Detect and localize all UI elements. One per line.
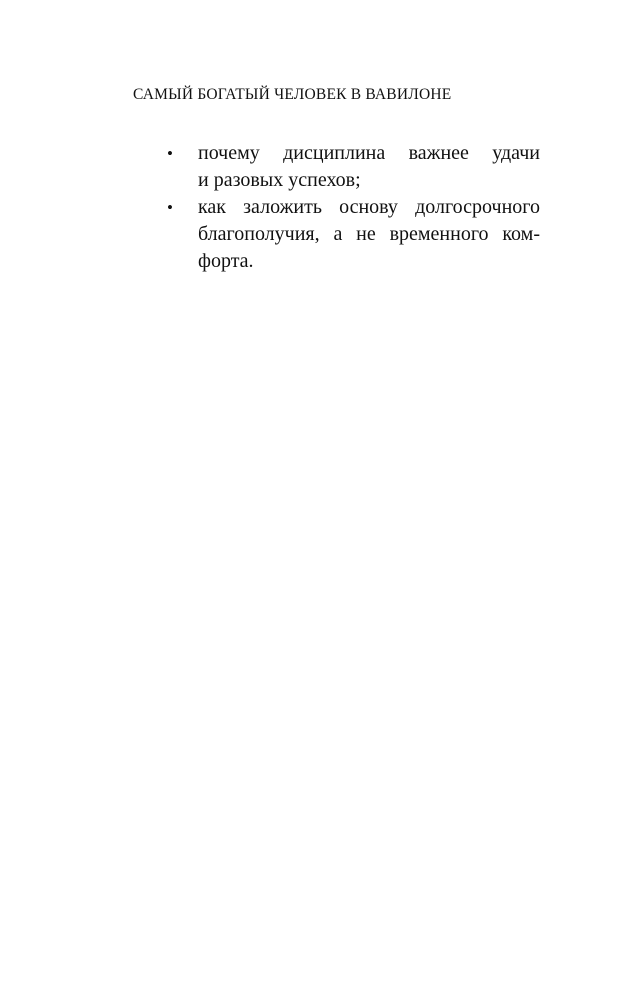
list-item xyxy=(164,140,540,194)
bullet-icon: • xyxy=(167,144,173,163)
list-item-line: почему дисциплина важнее удачи xyxy=(198,142,540,164)
running-head: САМЫЙ БОГАТЫЙ ЧЕЛОВЕК В ВАВИЛОНЕ xyxy=(133,86,452,103)
bullet-list xyxy=(164,140,540,275)
list-item-line: как заложить основу долгосрочного xyxy=(198,196,540,218)
bullet-icon: • xyxy=(167,198,173,217)
list-item-line: и разовых успехов; xyxy=(198,169,361,191)
list-item-line: форта. xyxy=(198,250,254,272)
list-item-line: благополучия, а не временного ком- xyxy=(198,223,540,245)
list-item xyxy=(164,194,540,275)
